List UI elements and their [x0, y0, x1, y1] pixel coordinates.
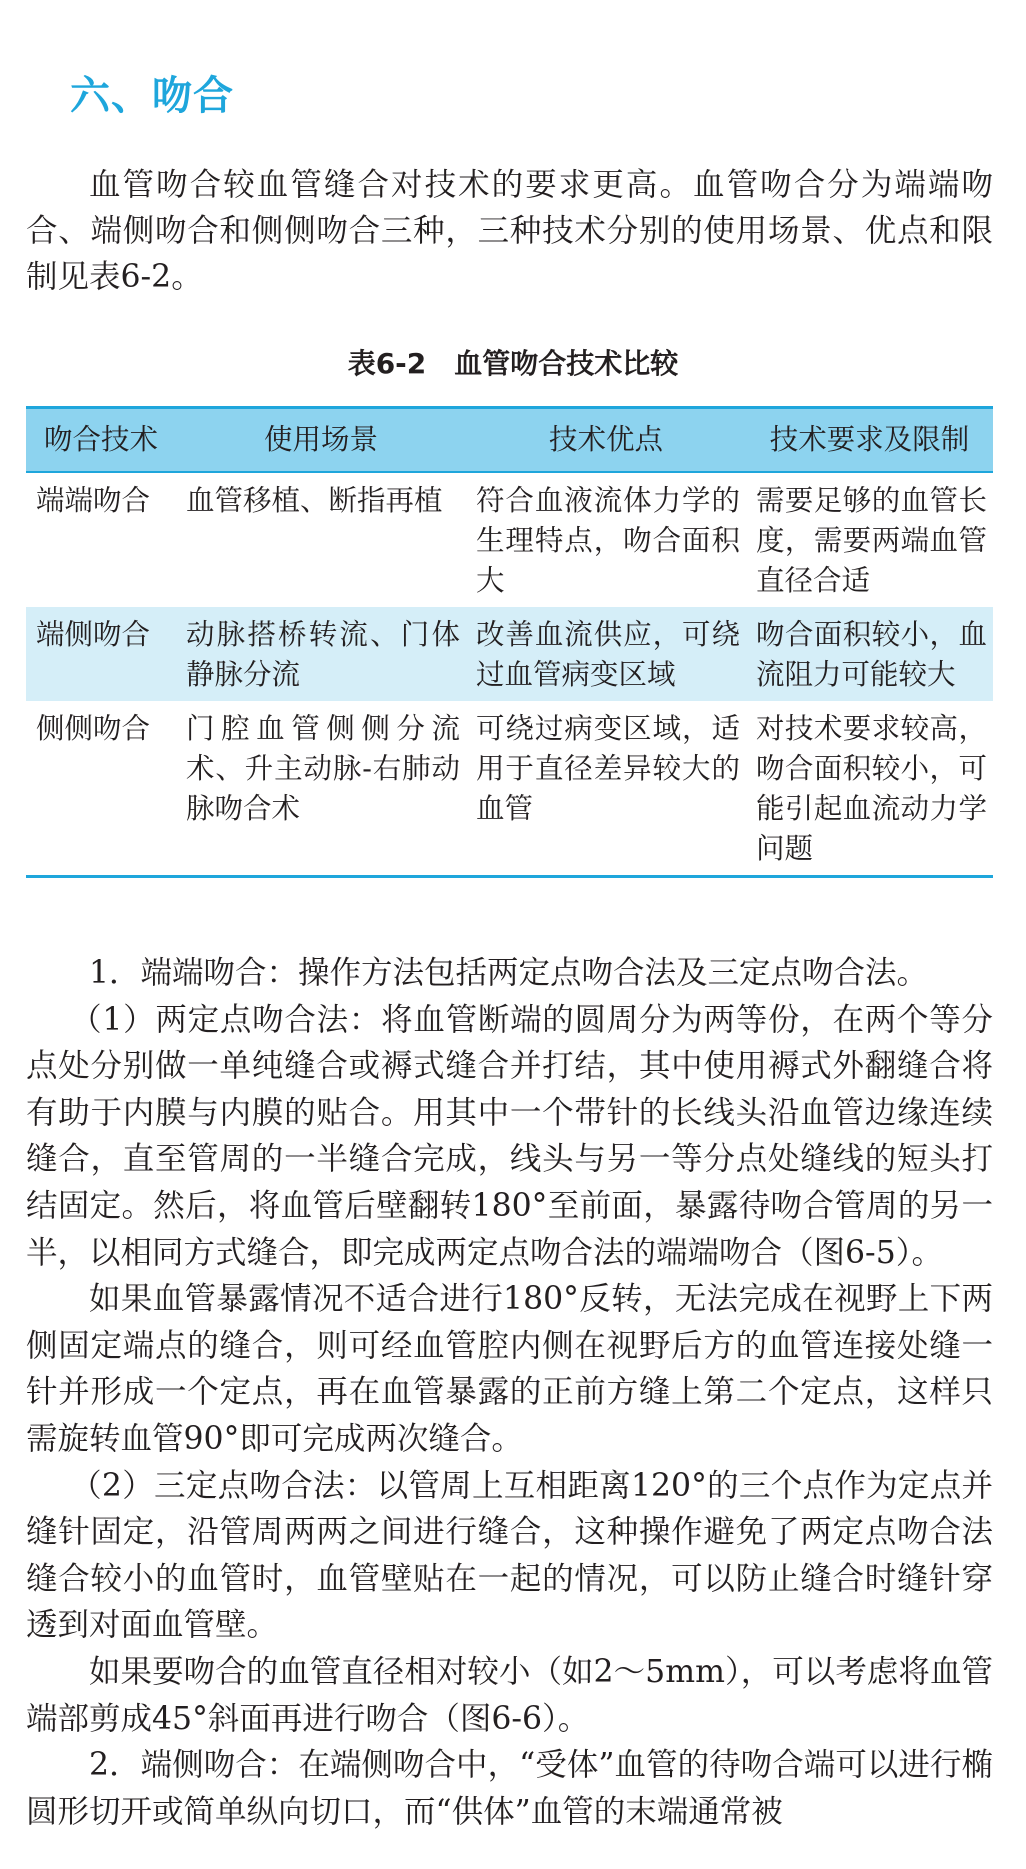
paragraph-rotation-alternative: 如果血管暴露情况不适合进行180°反转，无法完成在视野上下两侧固定端点的缝合，则可经血管腔内侧在视野后方的血管连接处缝一针并形成一个定点，再在血管暴露的正前方缝上第二个定点，这样只需旋转血管90°即可完成两次缝合。 [26, 1281, 993, 1457]
comparison-table-container [26, 406, 993, 878]
table-cell: 血管移植、断指再植 [186, 484, 443, 517]
table-row [26, 607, 993, 701]
header-advantages: 技术优点 [466, 408, 746, 473]
intro-paragraph: 血管吻合较血管缝合对技术的要求更高。血管吻合分为端端吻合、端侧吻合和侧侧吻合三种，三种技术分别的使用场景、优点和限制见表6-2。 [26, 167, 993, 295]
table-cell: 对技术要求较高，吻合面积较小，可能引起血流动力学问题 [756, 712, 987, 865]
table-cell: 侧侧吻合 [36, 712, 151, 745]
header-scenario: 使用场景 [176, 408, 466, 473]
paragraph-small-vessel: 如果要吻合的血管直径相对较小（如2～5mm），可以考虑将血管端部剪成45°斜面再进行吻合（图6-6）。 [26, 1653, 993, 1737]
table-row [26, 701, 993, 877]
table-cell: 端端吻合 [36, 484, 151, 517]
table-cell: 动脉搭桥转流、门体静脉分流 [186, 618, 460, 691]
table-header-row [26, 408, 993, 473]
header-limitations: 技术要求及限制 [746, 408, 993, 473]
paragraph-two-point-method: （1）两定点吻合法：将血管断端的圆周分为两等份，在两个等分点处分别做一单纯缝合或褥式缝合并打结，其中使用褥式外翻缝合将有助于内膜与内膜的贴合。用其中一个带针的长线头沿血管边缘连续缝合，直至管周的一半缝合完成，线头与另一等分点处缝线的短头打结固定。然后，将血管后壁翻转180°至前面，暴露待吻合管周的另一半，以相同方式缝合，即完成两定点吻合法的端端吻合（图6-5）。 [26, 1001, 993, 1271]
table-cell: 可绕过病变区域，适用于直径差异较大的血管 [476, 712, 740, 825]
table-cell: 门腔血管侧侧分流术、升主动脉-右肺动脉吻合术 [186, 712, 460, 825]
comparison-table [26, 406, 993, 878]
paragraph-three-point-method: （2）三定点吻合法：以管周上互相距离120°的三个点作为定点并缝针固定，沿管周两两之间进行缝合，这种操作避免了两定点吻合法缝合较小的血管时，血管壁贴在一起的情况，可以防止缝合时缝针穿透到对面血管壁。 [26, 1467, 993, 1644]
table-cell: 吻合面积较小，血流阻力可能较大 [756, 618, 987, 691]
table-cell: 需要足够的血管长度，需要两端血管直径合适 [756, 484, 987, 597]
header-technique: 吻合技术 [26, 408, 176, 473]
paragraph-end-to-side: 2．端侧吻合：在端侧吻合中，“受体”血管的待吻合端可以进行椭圆形切开或简单纵向切口，而“供体”血管的末端通常被 [26, 1747, 993, 1830]
table-caption: 表6-2 血管吻合技术比较 [347, 347, 679, 380]
section-heading: 六、吻合 [70, 73, 234, 119]
paragraph-end-to-end: 1．端端吻合：操作方法包括两定点吻合法及三定点吻合法。 [89, 955, 929, 991]
table-cell: 端侧吻合 [36, 618, 151, 651]
body-text [26, 950, 993, 1835]
table-row [26, 472, 993, 607]
table-cell: 符合血液流体力学的生理特点，吻合面积大 [476, 484, 740, 597]
table-cell: 改善血流供应，可绕过血管病变区域 [476, 618, 740, 691]
